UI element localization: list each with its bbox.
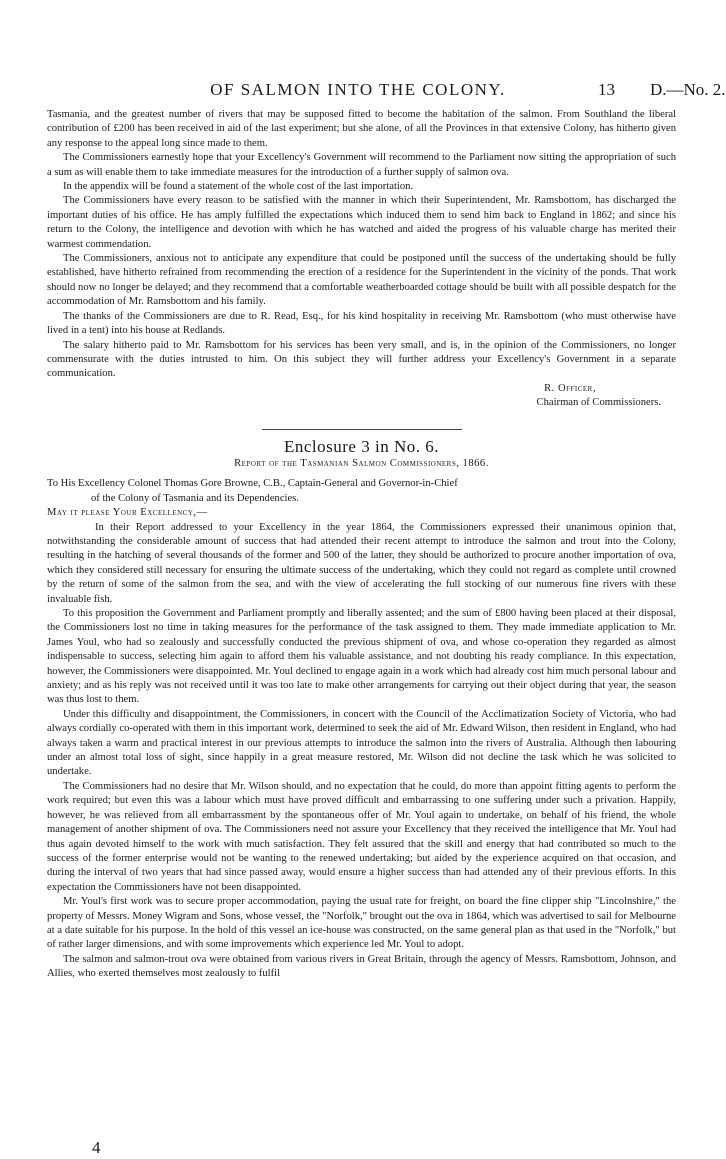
paragraph: The Commissioners earnestly hope that your Excellency's Government will recommend to the Parliament now sitting the appropriation of such a sum as will enable them to take immediate measures for the introduction of a further supply of salmon ova.	[47, 152, 676, 178]
signature-name: R. Officer,	[544, 382, 596, 394]
printer-signature-mark: 4	[92, 1138, 101, 1157]
paragraph: The Commissioners, anxious not to anticipate any expenditure that could be postponed until the success of the undertaking should be fully established, have hitherto refrained from recommending the erection of a residence for the Superintendent in the vicinity of the ponds. That work should now no longer be delayed; and they recommend that a comfortable weatherboarded cottage should be built with all possible despatch for the accommodation of Mr. Ramsbottom and his family.	[47, 253, 676, 308]
paragraph: In their Report addressed to your Excellency in the year 1864, the Commissioners expressed their unanimous opinion that, notwithstanding the considerable amount of success that had attended their recent attempt to introduce the salmon and trout into the Colony, resulting in the hatching of several thousands of the former and 500 of the latter, they should be authorized to procure another importation of ova, which they considered still necessary for ensuring the ultimate success of the undertaking, which they could not regard as complete until crowned by the return of some of the salmon from the sea, and with the view of accelerating the full stocking of our numerous fine rivers with these invaluable fish.	[47, 521, 676, 605]
section-divider	[262, 429, 462, 430]
page-number: 13	[598, 80, 615, 99]
address-line: of the Colony of Tasmania and its Dependencies.	[91, 492, 299, 504]
paragraph: The salary hitherto paid to Mr. Ramsbottom for his services has been very small, and is, in the opinion of the Commissioners, no longer commensurate with the duties intrusted to him. On this subject they will further address your Excellency's Government in a separate communication.	[47, 339, 676, 380]
address-line: To His Excellency Colonel Thomas Gore Browne, C.B., Captain-General and Governor-in-Chief	[47, 478, 458, 490]
running-title: OF SALMON INTO THE COLONY.	[210, 80, 506, 99]
page-body	[47, 108, 676, 982]
paragraph: The Commissioners had no desire that Mr. Wilson should, and no expectation that he could, do more than appoint fitting agents to perform the work required; but even this was a labour which must have proved difficult and embarrassing to one suffering under such a privation. Happily, however, he was relieved from all embarrassment by the spontaneous offer of Mr. Youl again to undertake, on behalf of his friend, the whole management of another shipment of ova. The Commissioners need not assure your Excellency that they received the intelligence that Mr. Youl had thus again devoted himself to the work with much satisfaction. They felt assured that the skill and energy that had contributed so much to the success of the former enterprise would not be wanting to the renewed undertaking; but aided by the experience acquired on that occasion, and during the interval of two years that had since passed away, would ensure a higher success than had attended any of their previous efforts. In this expectation the Commissioners have not been disappointed.	[47, 780, 676, 893]
paragraph: The salmon and salmon-trout ova were obtained from various rivers in Great Britain, through the agency of Messrs. Ramsbottom, Johnson, and Allies, who exerted themselves most zealously to fulfil	[47, 953, 676, 980]
paragraph: To this proposition the Government and Parliament promptly and liberally assented; and the sum of £800 having been placed at their disposal, the Commissioners lost no time in taking measures for the performance of the task assigned to them. They made immediate application to Mr. James Youl, who had so zealously and successfully conducted the previous shipment of ova, and whose co-operation they regarded as almost indispensable to success, selecting him again to afford them his valuable assistance, and not doubting his ready compliance. In this expectation, however, the Commissioners were disappointed. Mr. Youl declined to engage again in a work which had already cost him much personal labour and anxiety; and as his reply was not received until it was too late to make other arrangements for carrying out their object during that year, the season was thus lost to them.	[47, 608, 676, 706]
signature-title: Chairman of Commissioners.	[536, 397, 661, 409]
page-header	[40, 80, 726, 102]
document-reference: D.—No. 2.	[650, 80, 726, 99]
paragraph: Mr. Youl's first work was to secure proper accommodation, paying the usual rate for freight, on board the fine clipper ship "Lincolnshire," the property of Messrs. Money Wigram and Sons, whose vessel, the "Norfolk," brought out the ova in 1864, which was advertised to sail for Melbourne at a date suitable for his purpose. In the hold of this vessel an ice-house was constructed, on the same general plan as that used in the "Norfolk," but of rather larger dimensions, and with some improvements which experience led Mr. Youl to adopt.	[47, 896, 676, 951]
enclosure-subtitle: Report of the Tasmanian Salmon Commissioners, 1866.	[234, 457, 489, 469]
paragraph: The thanks of the Commissioners are due to R. Read, Esq., for his kind hospitality in receiving Mr. Ramsbottom (who must otherwise have lived in a tent) into his house at Redlands.	[47, 310, 676, 337]
paragraph: The Commissioners have every reason to be satisfied with the manner in which their Superintendent, Mr. Ramsbottom, has discharged the important duties of his office. He has amply fulfilled the expectations which induced them to send him back to England in 1862; and since his return to the Colony, the intelligence and devotion with which he has watched and aided the progress of his valuable charge has merited their warmest commendation.	[47, 195, 676, 250]
paragraph: In the appendix will be found a statement of the whole cost of the last importation.	[63, 181, 414, 193]
paragraph: Tasmania, and the greatest number of rivers that may be supposed fitted to become the habitation of the salmon. From Southland the liberal contribution of £200 has been received in aid of the last experiment; but she alone, of all the Provinces in that extensive Colony, has hitherto given any response to the appeal long since made to them.	[47, 109, 676, 149]
enclosure-title: Enclosure 3 in No. 6.	[284, 436, 439, 456]
paragraph: Under this difficulty and disappointment, the Commissioners, in concert with the Council of the Acclimatization Society of Victoria, who had always cordially co-operated with them in this important work, determined to seek the aid of Mr. Edward Wilson, then resident in England, who had always taken a warm and practical interest in our previous attempts to introduce the salmon into the rivers of Australia. Although then labouring under an almost total loss of sight, since happily in a great measure restored, Mr. Wilson did not decline the task which he was solicited to undertake.	[47, 708, 676, 778]
salutation: May it please Your Excellency,—	[47, 507, 208, 519]
